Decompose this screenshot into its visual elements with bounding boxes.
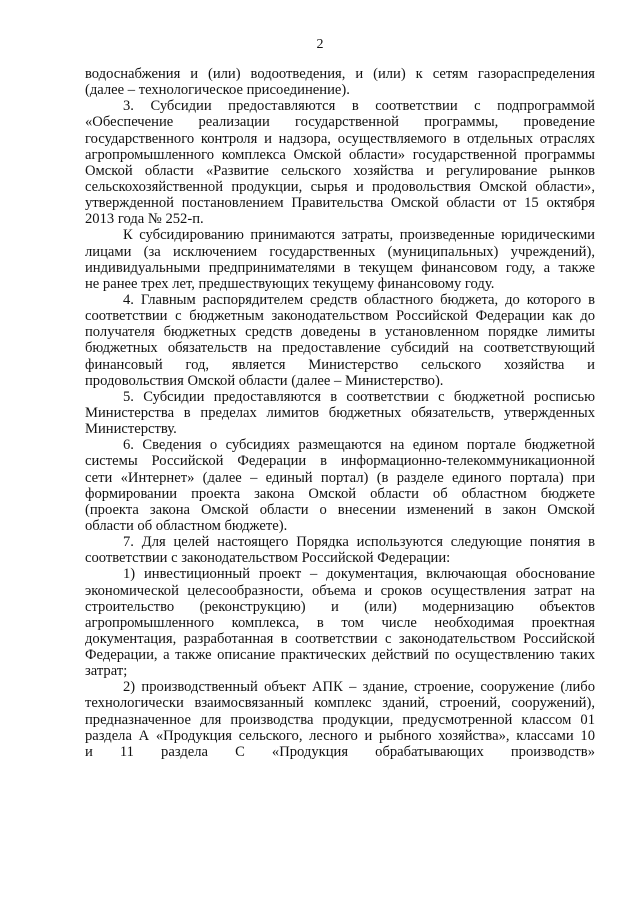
text-line: «Обеспечение реализации государственной программы, проведение	[85, 114, 595, 131]
text-line: строительство (реконструкцию) и (или) модернизацию объектов	[85, 598, 595, 615]
text-line: и 11 раздела С «Продукция обрабатывающих производств»	[85, 743, 595, 760]
text-line: соответствии с законодательством Российской Федерации:	[85, 550, 451, 567]
text-line: 1) инвестиционный проект – документация, включающая обоснование	[123, 566, 595, 583]
text-line: финансовый год, является Министерство сельского хозяйства и	[85, 356, 595, 373]
text-line: водоснабжения и (или) водоотведения, и (или) к сетям газораспределения	[85, 66, 595, 82]
text-line: государственного контроля и надзора, осуществляемого в отдельных отраслях	[85, 130, 595, 147]
text-line: утвержденной постановлением Правительства Омской области от 15 октября	[85, 195, 595, 212]
text-line: документация, разработанная в соответствии с законодательством Российской	[85, 630, 595, 647]
text-line: (далее – технологическое присоединение).	[85, 82, 350, 99]
text-line: Министерству.	[85, 421, 177, 438]
text-line: Федерации, а также описание практических действий по осуществлению таких	[85, 647, 595, 664]
text-line: Министерства в пределах лимитов бюджетных обязательств, утвержденных	[85, 404, 595, 421]
text-line: области об областном бюджете).	[85, 517, 288, 534]
text-line: соответствии с бюджетным законодательством Российской Федерации как до	[85, 308, 595, 325]
text-line: агропромышленного комплекса, в том числе необходимая проектная	[85, 614, 595, 631]
text-line: не ранее трех лет, предшествующих текущему финансовому году.	[85, 275, 495, 292]
text-line: предназначенное для производства продукции, предусмотренной классом 01	[85, 711, 595, 728]
text-line: затрат;	[85, 663, 128, 680]
text-line: раздела А «Продукция сельского, лесного и рыбного хозяйства», классами 10	[85, 727, 595, 744]
text-line: сельскохозяйственной продукции, сырья и продовольствия Омской области»,	[85, 178, 595, 195]
document-body	[85, 66, 595, 760]
text-line: технологически взаимосвязанный комплекс зданий, строений, сооружений),	[85, 695, 595, 712]
text-line: индивидуальными предпринимателями в текущем финансовом году, а также	[85, 259, 595, 276]
text-line: К субсидированию принимаются затраты, произведенные юридическими	[123, 227, 595, 244]
text-line: 3. Субсидии предоставляются в соответствии с подпрограммой	[123, 98, 595, 115]
text-line: получателя бюджетных средств доведены в установленном порядке лимиты	[85, 324, 595, 341]
page-number: 2	[316, 37, 324, 52]
text-line: продовольствия Омской области (далее – Министерство).	[85, 372, 444, 389]
text-line: экономической целесообразности, объема и сроков осуществления затрат на	[85, 582, 595, 599]
text-line: бюджетных обязательств на предоставление субсидий на соответствующий	[85, 340, 595, 357]
text-line: Омской области «Развитие сельского хозяйства и регулирование рынков	[85, 162, 595, 179]
text-line: сети «Интернет» (далее – единый портал) (в разделе единого портала) при	[85, 469, 595, 486]
text-line: формировании проекта закона Омской области об областном бюджете	[85, 485, 595, 502]
text-line: системы Российской Федерации в информационно-телекоммуникационной	[85, 453, 595, 470]
text-line: 2013 года № 252-п.	[85, 211, 204, 228]
text-line: 4. Главным распорядителем средств областного бюджета, до которого в	[123, 291, 595, 308]
text-line: 6. Сведения о субсидиях размещаются на едином портале бюджетной	[123, 437, 595, 454]
text-line: (проекта закона Омской области о внесении изменений в закон Омской	[85, 501, 595, 518]
text-line: 7. Для целей настоящего Порядка используются следующие понятия в	[123, 534, 595, 551]
text-line: 5. Субсидии предоставляются в соответствии с бюджетной росписью	[123, 388, 595, 405]
text-line: лицами (за исключением государственных (муниципальных) учреждений),	[85, 243, 595, 260]
text-line: агропромышленного комплекса Омской области» государственной программы	[85, 146, 595, 163]
text-line: 2) производственный объект АПК – здание, строение, сооружение (либо	[123, 679, 595, 696]
